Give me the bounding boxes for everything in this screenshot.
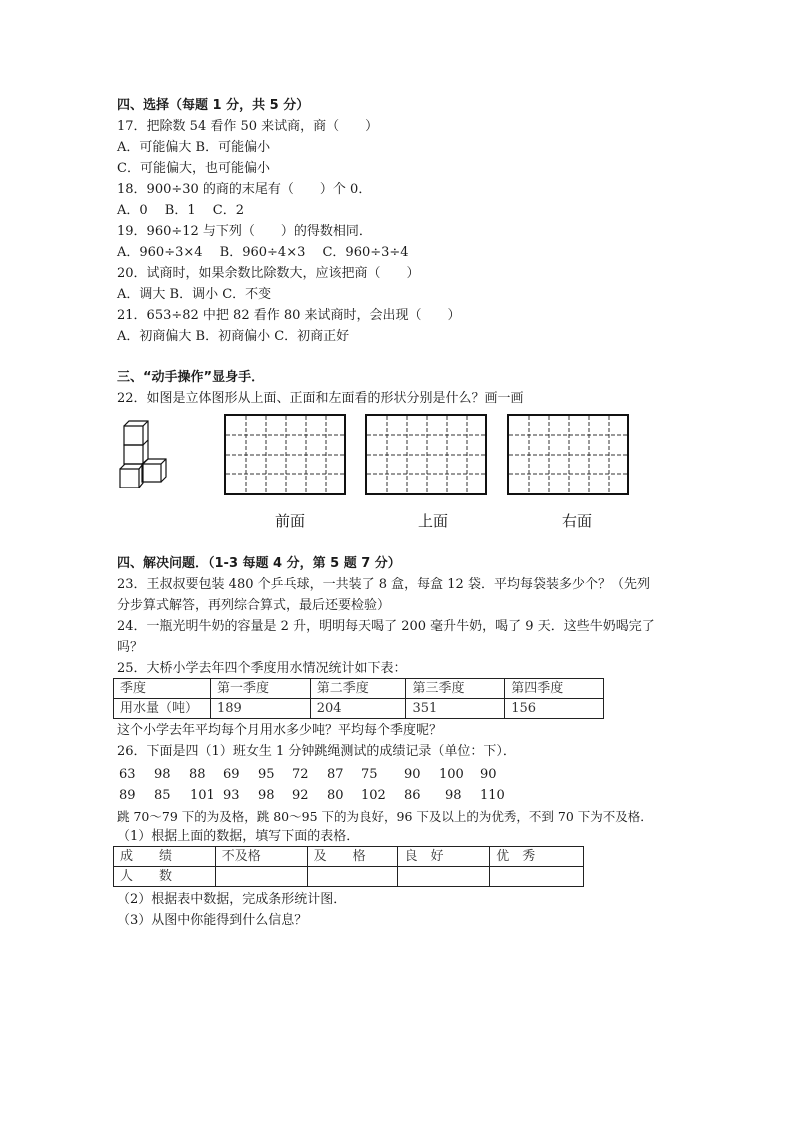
- score: 90: [480, 767, 497, 782]
- answer-cell-good[interactable]: [398, 867, 490, 887]
- table-cell: 用水量（吨）: [114, 699, 211, 719]
- score: 98: [445, 788, 462, 803]
- table-cell: 不及格: [215, 847, 307, 867]
- answer-cell-excellent[interactable]: [490, 867, 584, 887]
- water-usage-table: [113, 678, 604, 719]
- question-23-line2: 分步算式解答，再列综合算式，最后还要检验）: [117, 598, 391, 613]
- answer-cell-fail[interactable]: [215, 867, 307, 887]
- grid-lines: [367, 416, 485, 493]
- question-19-options: A．960÷3×4 B．960÷4×3 C．960÷3÷4: [117, 245, 409, 260]
- score: 88: [189, 767, 206, 782]
- grid-lines: [226, 416, 344, 493]
- score: 110: [480, 788, 505, 803]
- table-cell: 156: [505, 699, 604, 719]
- table-cell: 优 秀: [490, 847, 584, 867]
- score: 93: [223, 788, 240, 803]
- table-row: [114, 867, 584, 887]
- table-cell: 204: [310, 699, 406, 719]
- grid-top-view[interactable]: [365, 414, 487, 495]
- score: 89: [119, 788, 136, 803]
- question-26-rule: 跳 70～79 下的为及格，跳 80～95 下的为良好，96 下及以上的为优秀，不到 70 下为不及格．: [117, 809, 653, 824]
- question-21-options: A．初商偏大 B．初商偏小 C．初商正好: [117, 329, 350, 344]
- score: 80: [327, 788, 344, 803]
- grid-right-view[interactable]: [507, 414, 629, 495]
- table-cell: 第一季度: [210, 679, 310, 699]
- question-18-options: A．0 B．1 C．2: [117, 203, 244, 218]
- question-26-part2: （2）根据表中数据，完成条形统计图．: [117, 892, 347, 907]
- question-26-part1: （1）根据上面的数据，填写下面的表格．: [117, 829, 360, 844]
- question-22: 22．如图是立体图形从上面、正面和左面看的形状分别是什么？画一画: [117, 391, 524, 406]
- question-25-question: 这个小学去年平均每个月用水多少吨？平均每个季度呢？: [117, 723, 443, 738]
- question-18: 18．900÷30 的商的末尾有（ ）个 0．: [117, 182, 372, 197]
- score: 75: [361, 767, 378, 782]
- score: 98: [258, 788, 275, 803]
- score: 87: [327, 767, 344, 782]
- grid-front-view[interactable]: [224, 414, 346, 495]
- question-19: 19．960÷12 与下列（ ）的得数相同．: [117, 224, 372, 239]
- table-row: [114, 847, 584, 867]
- question-17: 17．把除数 54 看作 50 来试商，商（ ）: [117, 119, 379, 134]
- section-heading-solve: 四、解决问题．（1-3 每题 4 分，第 5 题 7 分）: [117, 556, 401, 571]
- question-24-line2: 吗？: [117, 640, 144, 655]
- table-row: [114, 699, 604, 719]
- score: 69: [223, 767, 240, 782]
- section-heading-hands-on: 三、“动手操作”显身手．: [117, 370, 265, 385]
- question-24-line1: 24．一瓶光明牛奶的容量是 2 升，明明每天喝了 200 毫升牛奶，喝了 9 天．这些牛奶喝完了: [117, 619, 655, 634]
- table-cell: 第三季度: [406, 679, 505, 699]
- table-cell: 成 绩: [114, 847, 216, 867]
- score: 102: [361, 788, 386, 803]
- table-row: [114, 679, 604, 699]
- score: 95: [258, 767, 275, 782]
- table-cell: 人 数: [114, 867, 216, 887]
- question-23-line1: 23．王叔叔要包装 480 个乒乓球，一共装了 8 盒，每盒 12 袋．平均每袋装多少个？（先列: [117, 577, 650, 592]
- score: 101: [190, 788, 215, 803]
- score: 63: [119, 767, 136, 782]
- score: 86: [404, 788, 421, 803]
- grade-count-table: [113, 846, 584, 887]
- label-top-view: 上面: [418, 512, 449, 530]
- table-cell: 351: [406, 699, 505, 719]
- table-cell: 良 好: [398, 847, 490, 867]
- score: 90: [404, 767, 421, 782]
- label-front-view: 前面: [275, 512, 306, 530]
- question-20: 20．试商时，如果余数比除数大，应该把商（ ）: [117, 266, 420, 281]
- score: 92: [292, 788, 309, 803]
- question-17-option-c: C．可能偏大，也可能偏小: [117, 161, 270, 176]
- answer-cell-pass[interactable]: [307, 867, 398, 887]
- question-25-intro: 25．大桥小学去年四个季度用水情况统计如下表：: [117, 661, 407, 676]
- table-cell: 189: [210, 699, 310, 719]
- cube-stack-figure: [118, 418, 172, 488]
- question-21: 21．653÷82 中把 82 看作 80 来试商时，会出现（ ）: [117, 308, 461, 323]
- table-cell: 第二季度: [310, 679, 406, 699]
- table-cell: 第四季度: [505, 679, 604, 699]
- question-26-part3: （3）从图中你能得到什么信息？: [117, 913, 308, 928]
- section-heading-choice: 四、选择（每题 1 分，共 5 分）: [117, 98, 310, 113]
- label-right-view: 右面: [562, 512, 593, 530]
- score: 85: [154, 788, 171, 803]
- score: 72: [292, 767, 309, 782]
- score: 98: [154, 767, 171, 782]
- question-26-intro: 26．下面是四（1）班女生 1 分钟跳绳测试的成绩记录（单位：下）．: [117, 744, 516, 759]
- table-cell: 及 格: [307, 847, 398, 867]
- question-17-options-ab: A．可能偏大 B．可能偏小: [117, 140, 271, 155]
- score: 100: [439, 767, 464, 782]
- grid-lines: [509, 416, 627, 493]
- question-20-options: A．调大 B．调小 C．不变: [117, 287, 272, 302]
- table-cell: 季度: [114, 679, 211, 699]
